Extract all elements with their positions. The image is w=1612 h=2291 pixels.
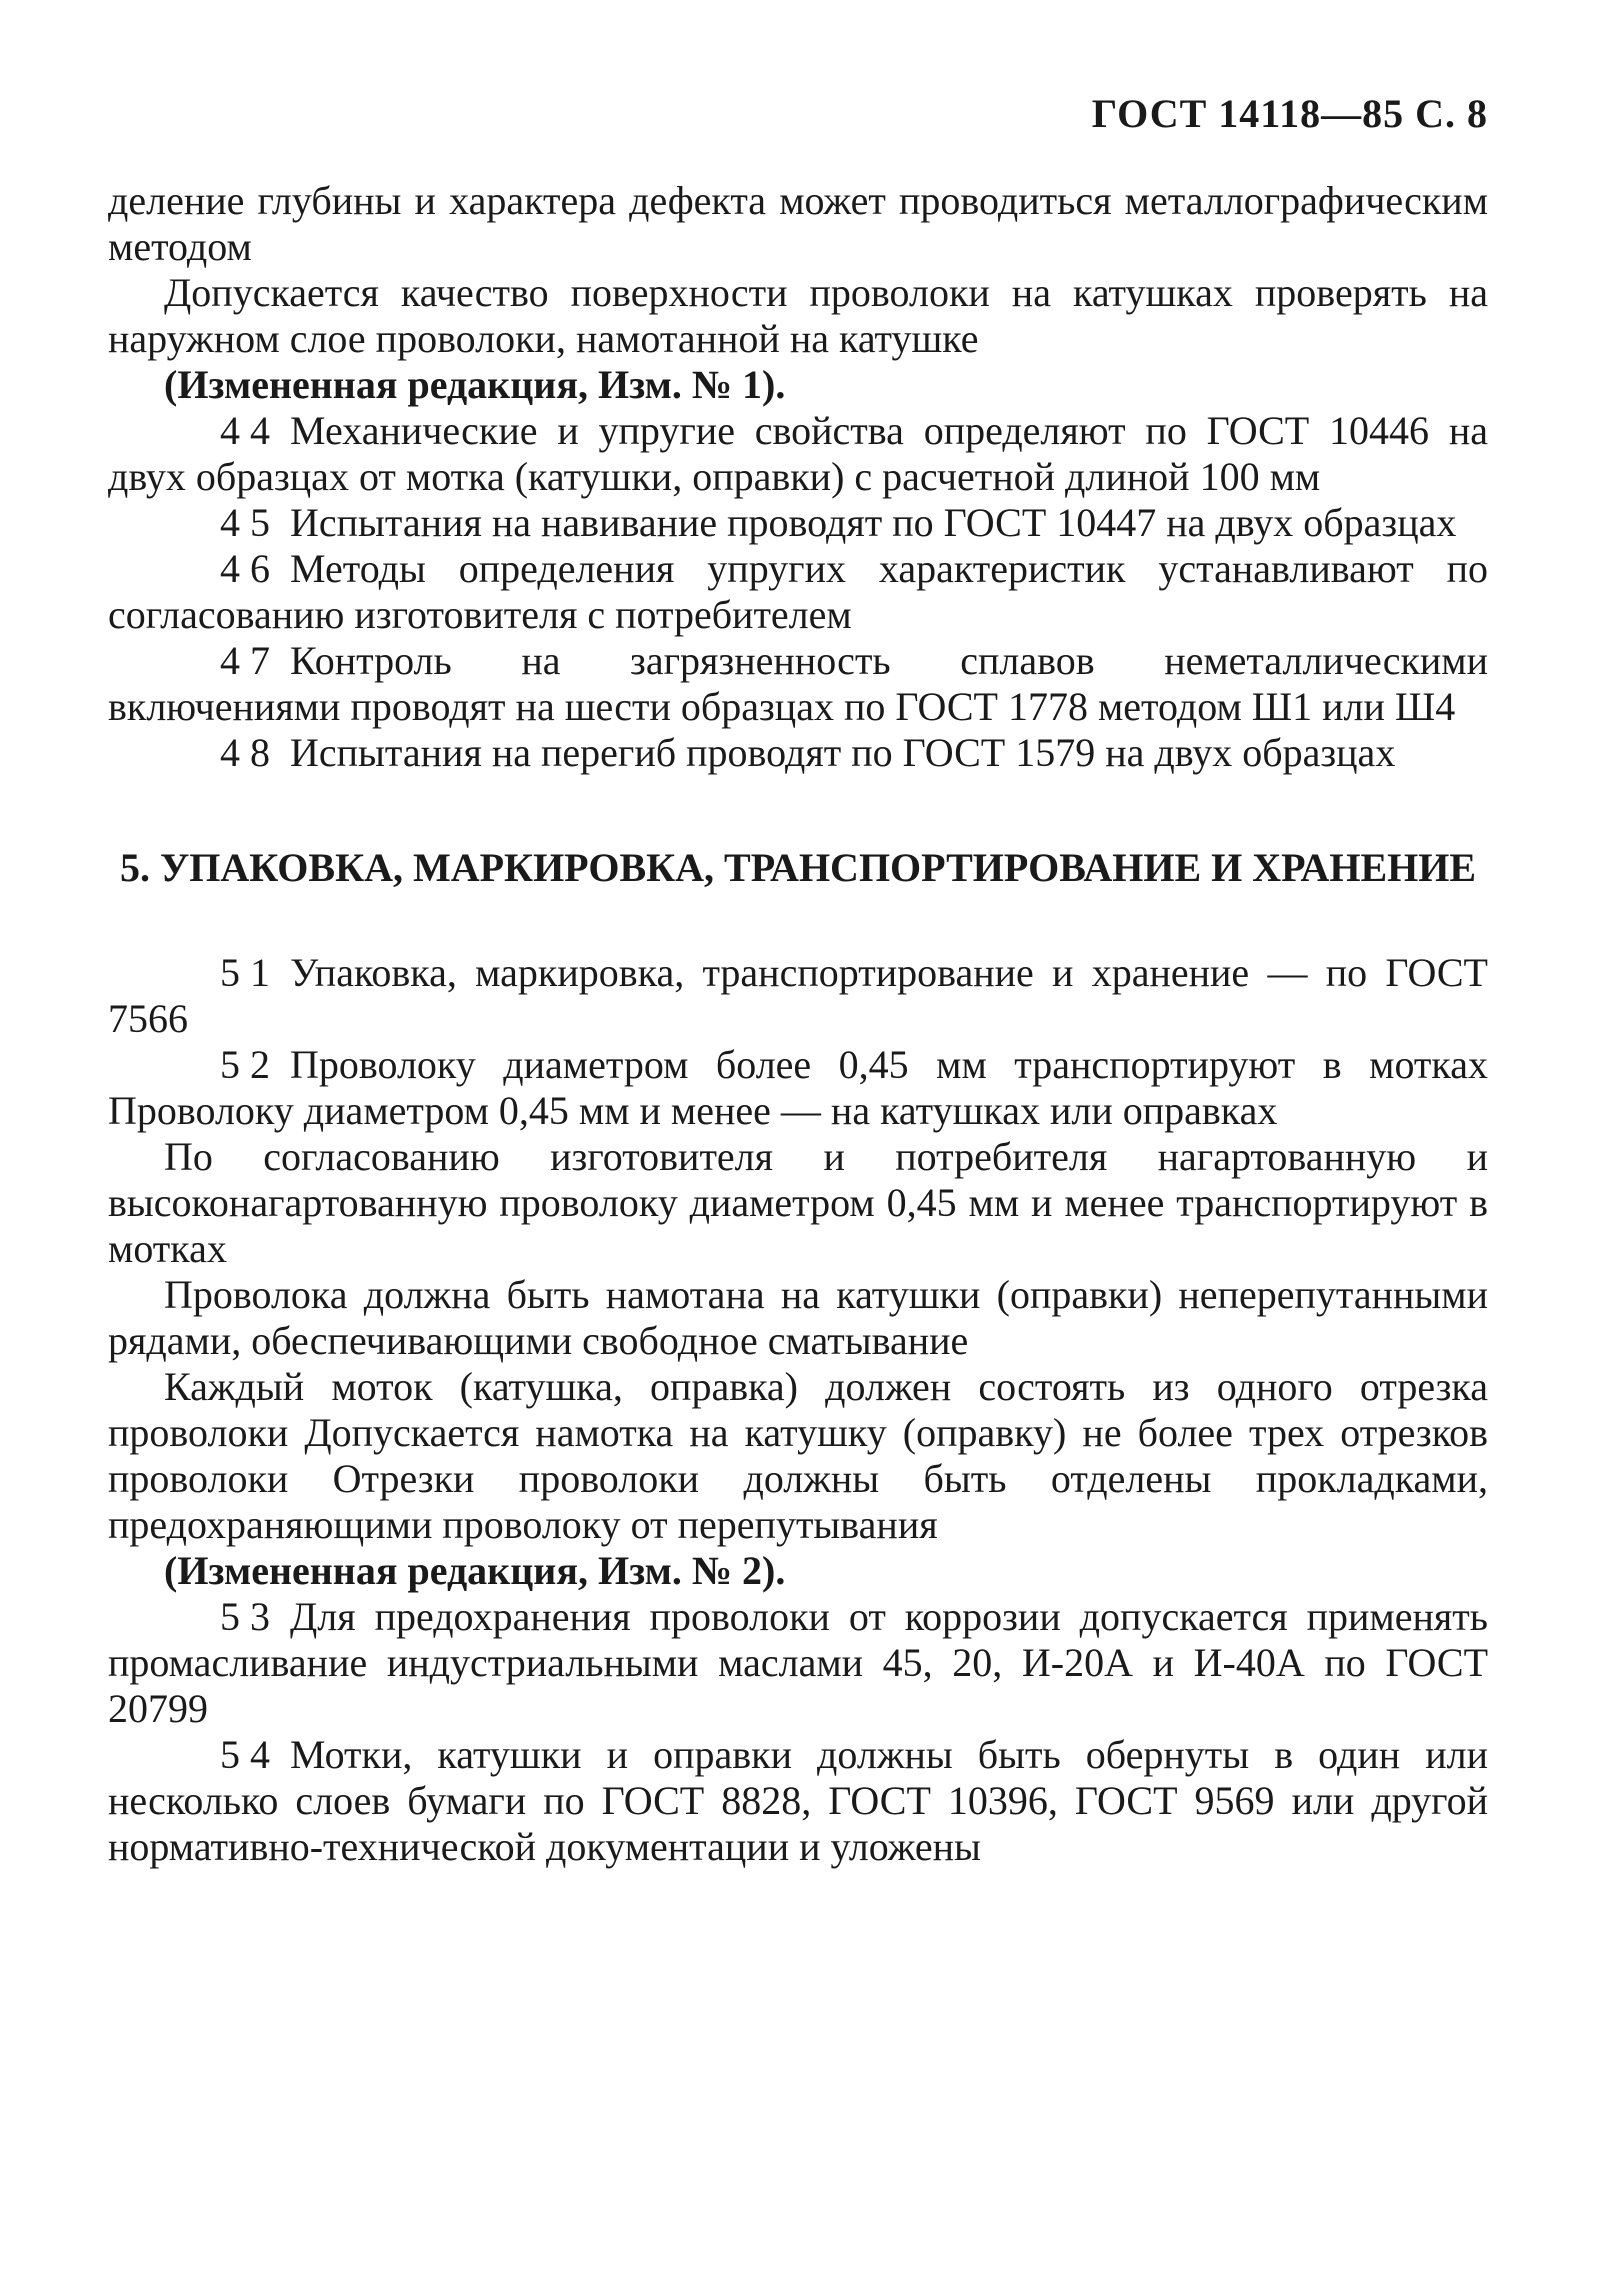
clause-4-7 <box>108 638 1488 730</box>
section-title: 5. УПАКОВКА, МАРКИРОВКА, ТРАНСПОРТИРОВАНИЕ И ХРАНЕНИЕ <box>119 845 1477 890</box>
clause-text: Проволоку диаметром более 0,45 мм транспортируют в мотках Проволоку диаметром 0,45 мм и менее — на катушках или оправках <box>108 1042 1488 1133</box>
clause-4-4 <box>108 408 1488 500</box>
document-page <box>108 90 1488 1870</box>
paragraph-surface-check: Допускается качество поверхности проволоки на катушках проверять на наружном слое проволоки, намотанной на катушке <box>108 270 1488 361</box>
clause-text: Испытания на навивание проводят по ГОСТ 10447 на двух образцах <box>290 500 1457 545</box>
clause-number: 5 1 <box>220 950 270 995</box>
clause-text: Методы определения упругих характеристик устанавливают по согласованию изготовителя с потребителем <box>108 546 1488 637</box>
clause-text: Испытания на перегиб проводят по ГОСТ 1579 на двух образцах <box>290 730 1396 775</box>
page-header: ГОСТ 14118—85 С. 8 <box>1091 91 1488 136</box>
amendment-note-1: (Измененная редакция, Изм. № 1). <box>164 362 786 407</box>
clause-text: Для предохранения проволоки от коррозии допускается применять промасливание индустриальными маслами 45, 20, И-20А и И-40А по ГОСТ 20799 <box>108 1594 1488 1731</box>
clause-number: 5 2 <box>220 1042 270 1087</box>
amendment-note-2: (Измененная редакция, Изм. № 2). <box>164 1548 786 1593</box>
clause-text: Контроль на загрязненность сплавов неметаллическими включениями проводят на шести образцах по ГОСТ 1778 методом Ш1 или Ш4 <box>108 638 1488 729</box>
paragraph-continuation: деление глубины и характера дефекта может проводиться металлографическим методом <box>108 178 1488 269</box>
clause-5-4 <box>108 1732 1488 1870</box>
clause-5-3 <box>108 1594 1488 1732</box>
clause-4-8 <box>108 730 1488 776</box>
clause-number: 4 7 <box>220 638 270 683</box>
clause-number: 5 3 <box>220 1594 270 1639</box>
top-text-block <box>108 178 1488 776</box>
clause-5-1 <box>108 950 1488 1042</box>
clause-4-5 <box>108 500 1488 546</box>
clause-number: 4 4 <box>220 408 270 453</box>
clause-number: 5 4 <box>220 1732 270 1777</box>
bottom-text-block <box>108 950 1488 1870</box>
clause-text: Мотки, катушки и оправки должны быть обернуты в один или несколько слоев бумаги по ГОСТ 8828, ГОСТ 10396, ГОСТ 9569 или другой нормативно-технической документации и уложены <box>108 1732 1488 1869</box>
clause-text: Упаковка, маркировка, транспортирование и хранение — по ГОСТ 7566 <box>108 950 1488 1041</box>
clause-5-2 <box>108 1042 1488 1134</box>
clause-number: 4 8 <box>220 730 270 775</box>
clause-4-6 <box>108 546 1488 638</box>
clause-number: 4 5 <box>220 500 270 545</box>
clause-number: 4 6 <box>220 546 270 591</box>
paragraph-coil-segments: Каждый моток (катушка, оправка) должен состоять из одного отрезка проволоки Допускается намотка на катушку (оправку) не более трех отрезков проволоки Отрезки проволоки должны быть отделены прокладками, предохраняющими проволоку от перепутывания <box>108 1364 1488 1547</box>
paragraph-winding: Проволока должна быть намотана на катушки (оправки) неперепутанными рядами, обеспечивающими свободное сматывание <box>108 1272 1488 1363</box>
paragraph-hardened-wire: По согласованию изготовителя и потребителя нагартованную и высоконагартованную проволоку диаметром 0,45 мм и менее транспортируют в мотках <box>108 1134 1488 1271</box>
clause-text: Механические и упругие свойства определяют по ГОСТ 10446 на двух образцах от мотка (катушки, оправки) с расчетной длиной 100 мм <box>108 408 1488 499</box>
